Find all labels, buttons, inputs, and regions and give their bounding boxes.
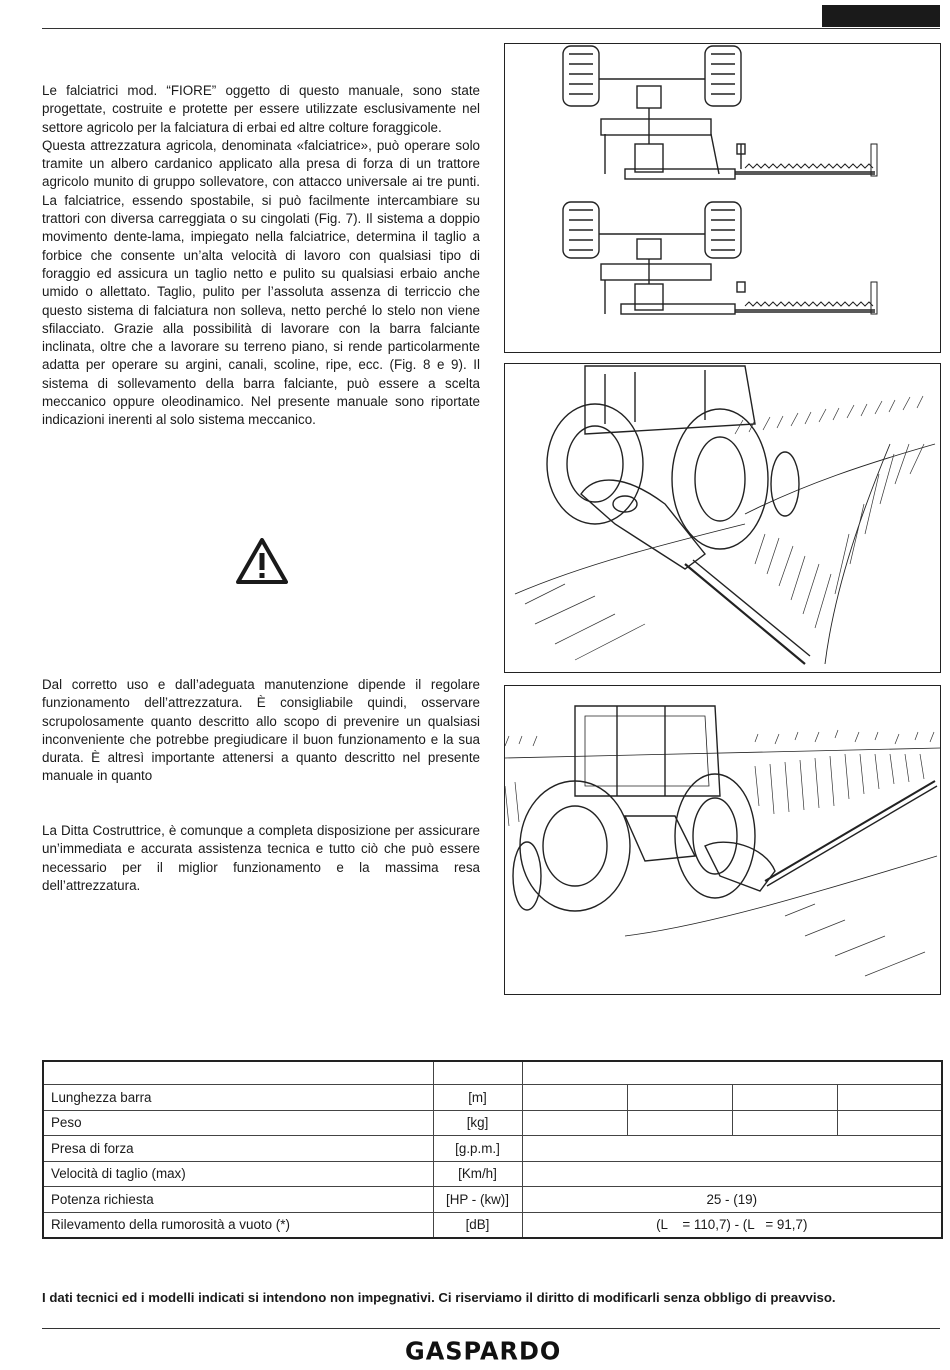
row-label: Rilevamento della rumorosità a vuoto (*) xyxy=(43,1212,433,1238)
row-label: Peso xyxy=(43,1110,433,1136)
header-tab xyxy=(822,5,940,27)
row-unit: [kg] xyxy=(433,1110,522,1136)
row-unit: [g.p.m.] xyxy=(433,1136,522,1162)
row-value xyxy=(732,1085,837,1111)
footer-rule xyxy=(42,1328,940,1329)
row-unit: [Km/h] xyxy=(433,1161,522,1187)
maintenance-paragraph-1: Dal corretto uso e dall’adeguata manutenzione dipende il regolare funzionamento dell’attrezzatura. È consigliabile quindi, osservare scrupolosamente quanto descritto allo scopo di prevenire un qualsiasi inconveniente che potrebbe pregiudicare il buon funzionamento e la sua durata. È altresì importante attenersi a quanto descritto nel presente manuale in quanto xyxy=(42,677,480,784)
row-value xyxy=(522,1136,942,1162)
disclaimer-text: I dati tecnici ed i modelli indicati si intendono non impegnativi. Ci riserviamo il diritto di modificarli senza obbligo di preavviso. xyxy=(42,1290,836,1305)
row-value xyxy=(522,1085,627,1111)
header-cell-models xyxy=(522,1061,942,1085)
row-unit: [HP - (kw)] xyxy=(433,1187,522,1213)
warning-triangle-icon xyxy=(236,538,288,584)
row-value xyxy=(837,1085,942,1111)
row-value xyxy=(627,1110,732,1136)
row-value xyxy=(837,1110,942,1136)
figure-top-view xyxy=(504,43,941,353)
table-row xyxy=(43,1136,942,1162)
intro-paragraph-2: Questa attrezzatura agricola, denominata «falciatrice», può operare solo tramite un albero cardanico applicato alla presa di forza di un trattore agricolo munito di gruppo sollevatore, con attacco universale ai tre punti. La falciatrice, essendo spostabile, si può facilmente intercambiare su trattori con diversa carreggiata o su cingolati (Fig. 7). Il sistema a doppio movimento dente-lama, impiegato nella falciatrice, determina il taglio a forbice che consente un’alta velocità di lavoro con qualsiasi tipo di foraggio ed assicura un taglio netto e pulito su qualsiasi erbaio anche umido o allettato. Taglio, pulito per l’assoluta assenza di terriccio che questo sistema di falciatura non solleva, netto perché lo stelo non viene sfilacciato. Grazie alla possibilità di lavorare con la barra falciante inclinata, oltre che a lavorare su terreno piano, si rende particolarmente adatta per operare su argini, canali, scoline, ripe, ecc. (Fig. 8 e 9). Il sistema di sollevamento della barra falciante, può essere a scelta meccanico oppure oleodinamico. Nel presente manuale sono riportate indicazioni inerenti al solo sistema meccanico. xyxy=(42,137,480,428)
table-row xyxy=(43,1110,942,1136)
table-header-row xyxy=(43,1061,942,1085)
brand-logo: GASPARDO xyxy=(405,1336,562,1366)
table-row xyxy=(43,1161,942,1187)
intro-paragraph-1: Le falciatrici mod. “FIORE” oggetto di questo manuale, sono state progettate, costruite e protette per essere utilizzate esclusivamente nel settore agricolo per la falciatura di erbai ed altre colture foraggicole. xyxy=(42,83,480,135)
table-row xyxy=(43,1187,942,1213)
row-label: Potenza richiesta xyxy=(43,1187,433,1213)
figure-slope-mowing xyxy=(504,363,941,673)
manufacturer-text xyxy=(42,822,480,895)
row-value: 25 - (19) xyxy=(522,1187,942,1213)
spec-table xyxy=(42,1060,943,1239)
field-mowing-illustration xyxy=(505,686,940,994)
row-value xyxy=(732,1110,837,1136)
header-cell-unit xyxy=(433,1061,522,1085)
table-row xyxy=(43,1212,942,1238)
slope-mowing-illustration xyxy=(505,364,940,672)
header-rule xyxy=(42,28,940,29)
row-value xyxy=(627,1085,732,1111)
row-label: Presa di forza xyxy=(43,1136,433,1162)
row-unit: [m] xyxy=(433,1085,522,1111)
maintenance-paragraph-2: La Ditta Costruttrice, è comunque a completa disposizione per assicurare un’immediata e accurata assistenza tecnica e tutto ciò che può essere necessario per il miglior funzionamento e la massima resa dell’attrezzatura. xyxy=(42,823,480,893)
row-unit: [dB] xyxy=(433,1212,522,1238)
row-value xyxy=(522,1161,942,1187)
table-row xyxy=(43,1085,942,1111)
intro-text xyxy=(42,82,480,430)
row-label: Velocità di taglio (max) xyxy=(43,1161,433,1187)
top-view-illustration xyxy=(505,44,940,352)
row-value: (L = 110,7) - (L = 91,7) xyxy=(522,1212,942,1238)
row-label: Lunghezza barra xyxy=(43,1085,433,1111)
header-cell-label xyxy=(43,1061,433,1085)
figure-field-mowing xyxy=(504,685,941,995)
row-value xyxy=(522,1110,627,1136)
maintenance-text xyxy=(42,676,480,786)
